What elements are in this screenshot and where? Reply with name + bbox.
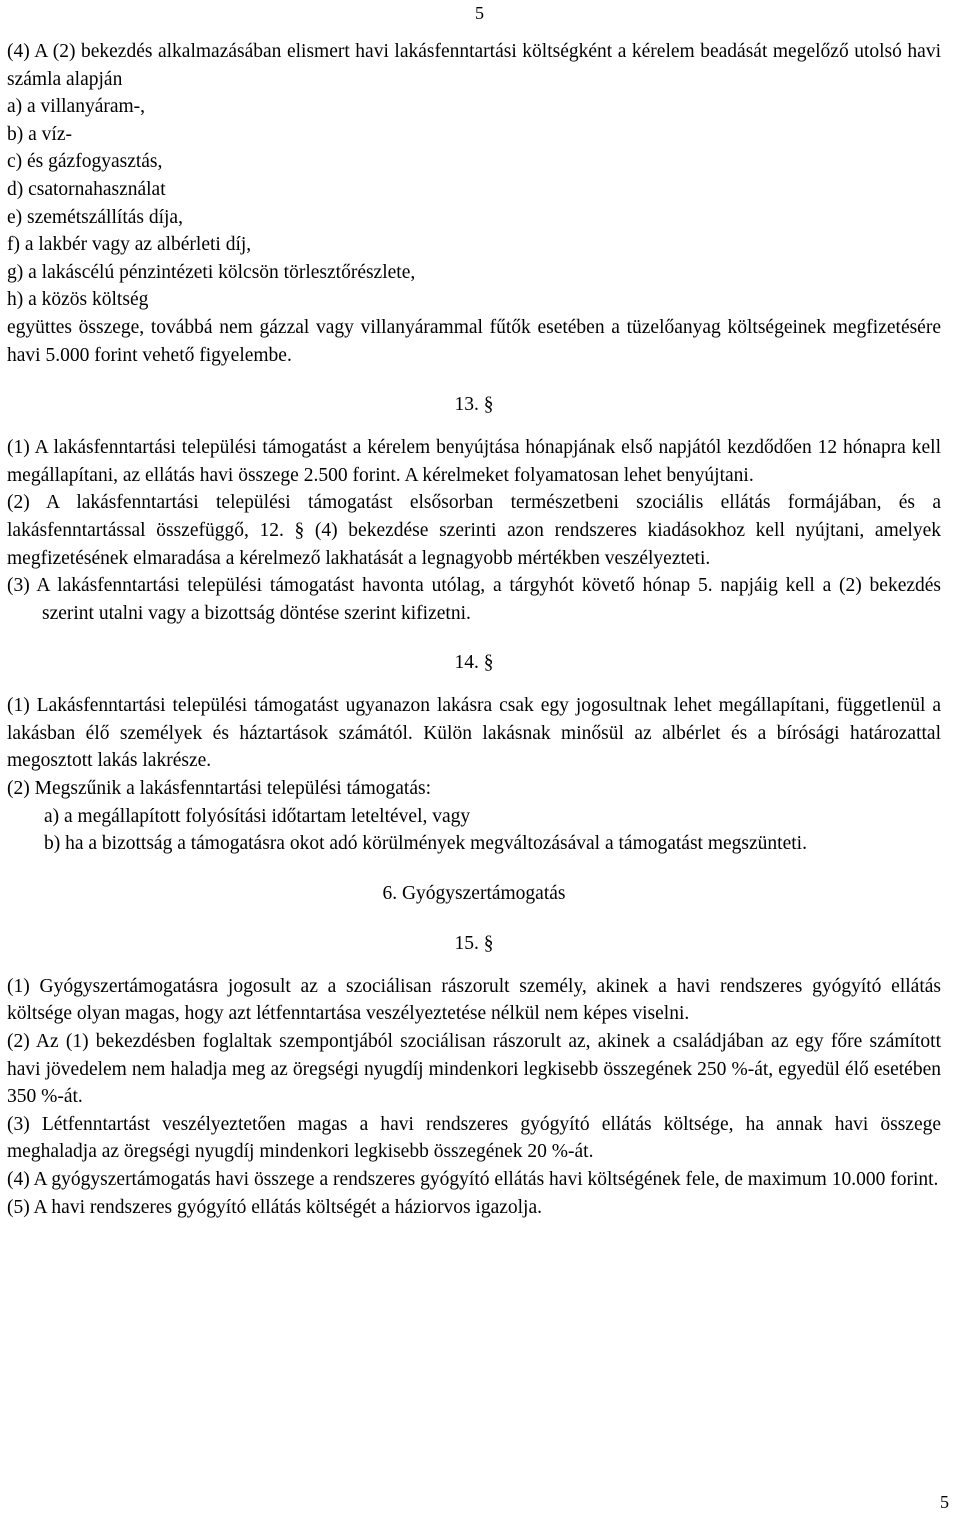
section-13 [7, 434, 941, 627]
chapter-6-title: 6. Gyógyszertámogatás [382, 882, 566, 904]
intro-item-a: a) a villanyáram-, [7, 96, 146, 118]
intro-item-c: c) és gázfogyasztás, [7, 151, 163, 173]
intro-tail: együttes összege, továbbá nem gázzal vagy villanyárammal fűtők esetében a tüzelőanyag költségeinek megfizetésére havi 5.000 forint vehető figyelembe. [7, 316, 941, 366]
section-14-paragraph-1: (1) Lakásfenntartási települési támogatást ugyanazon lakásra csak egy jogosultnak lehet megállapítani, függetlenül a lakásban élő személyek és háztartások számától. Külön lakásnak minősül az albérlet és a bírósági határozattal megosztott lakás lakrésze. [7, 695, 941, 772]
section-13-paragraph-3: (3) A lakásfenntartási települési támogatást havonta utólag, a tárgyhót követő hónap 5. napjáig kell a (2) bekezdés szerint utalni vagy a bizottság döntése szerint kifizetni. [7, 575, 941, 624]
section-15 [7, 973, 941, 1221]
intro-item-h: h) a közös költség [7, 289, 149, 311]
section-15-paragraph-4: (4) A gyógyszertámogatás havi összege a rendszeres gyógyító ellátás havi költségének fele, de maximum 10.000 forint. [7, 1169, 939, 1190]
section-14-paragraph-2-lead: (2) Megszűnik a lakásfenntartási települési támogatás: [7, 778, 431, 800]
page-number-top: 5 [475, 3, 484, 23]
section-15-paragraph-3: (3) Létfenntartást veszélyeztetően magas a havi rendszeres gyógyító ellátás költsége, ha annak havi összege meghaladja az öregségi nyugdíj mindenkori legkisebb összegének 20 %-át. [7, 1113, 941, 1163]
intro-lead: (4) A (2) bekezdés alkalmazásában elismert havi lakásfenntartási költségként a kérelem beadását megelőző utolsó havi számla alapján [7, 41, 941, 90]
section-15-paragraph-2: (2) Az (1) bekezdésben foglaltak szempontjából szociálisan rászorult az, akinek a családjában az egy főre számított havi jövedelem nem haladja meg az öregségi nyugdíj mindenkori legkisebb összegének 250 %-át, egyedül élő esetében 350 %-át. [7, 1031, 941, 1108]
section-13-paragraph-1: (1) A lakásfenntartási települési támogatást a kérelem benyújtása hónapjának első napjától kezdődően 12 hónapra kell megállapítani, az ellátás havi összege 2.500 forint. A kérelmeket folyamatosan lehet benyújtani. [7, 437, 941, 486]
intro-item-e: e) szemétszállítás díja, [7, 206, 183, 228]
section-14 [7, 692, 941, 858]
section-13-paragraph-2: (2) A lakásfenntartási települési támogatást elsősorban természetbeni szociális ellátás formájában, és a lakásfenntartással összefüggő, 12. § (4) bekezdése szerinti azon rendszeres kiadásokhoz kell nyújtani, amelyek megfizetésének elmaradása a kérelmező lakhatását a legnagyobb mértékben veszélyezteti. [7, 492, 941, 569]
section-14-heading: 14. § [454, 652, 494, 674]
page-number-bottom: 5 [940, 1492, 949, 1512]
section-15-heading: 15. § [454, 932, 494, 954]
section-13-heading: 13. § [454, 394, 494, 416]
section-14-item-b: b) ha a bizottság a támogatásra okot adó körülmények megváltozásával a támogatást megszünteti. [44, 833, 807, 855]
section-15-paragraph-5: (5) A havi rendszeres gyógyító ellátás költségét a háziorvos igazolja. [7, 1196, 543, 1218]
intro-item-b: b) a víz- [7, 123, 72, 145]
intro-item-g: g) a lakáscélú pénzintézeti kölcsön törlesztőrészlete, [7, 261, 416, 283]
intro-item-d: d) csatornahasználat [7, 178, 166, 200]
intro-item-f: f) a lakbér vagy az albérleti díj, [7, 234, 252, 256]
section-14-item-a: a) a megállapított folyósítási időtartam leteltével, vagy [44, 805, 471, 827]
document-body [7, 38, 941, 1221]
section-15-paragraph-1: (1) Gyógyszertámogatásra jogosult az a szociálisan rászorult személy, akinek a havi rendszeres gyógyító ellátás költsége olyan magas, hogy azt létfenntartása veszélyeztetése nélkül nem képes viselni. [7, 975, 941, 1025]
intro-block [7, 38, 941, 369]
